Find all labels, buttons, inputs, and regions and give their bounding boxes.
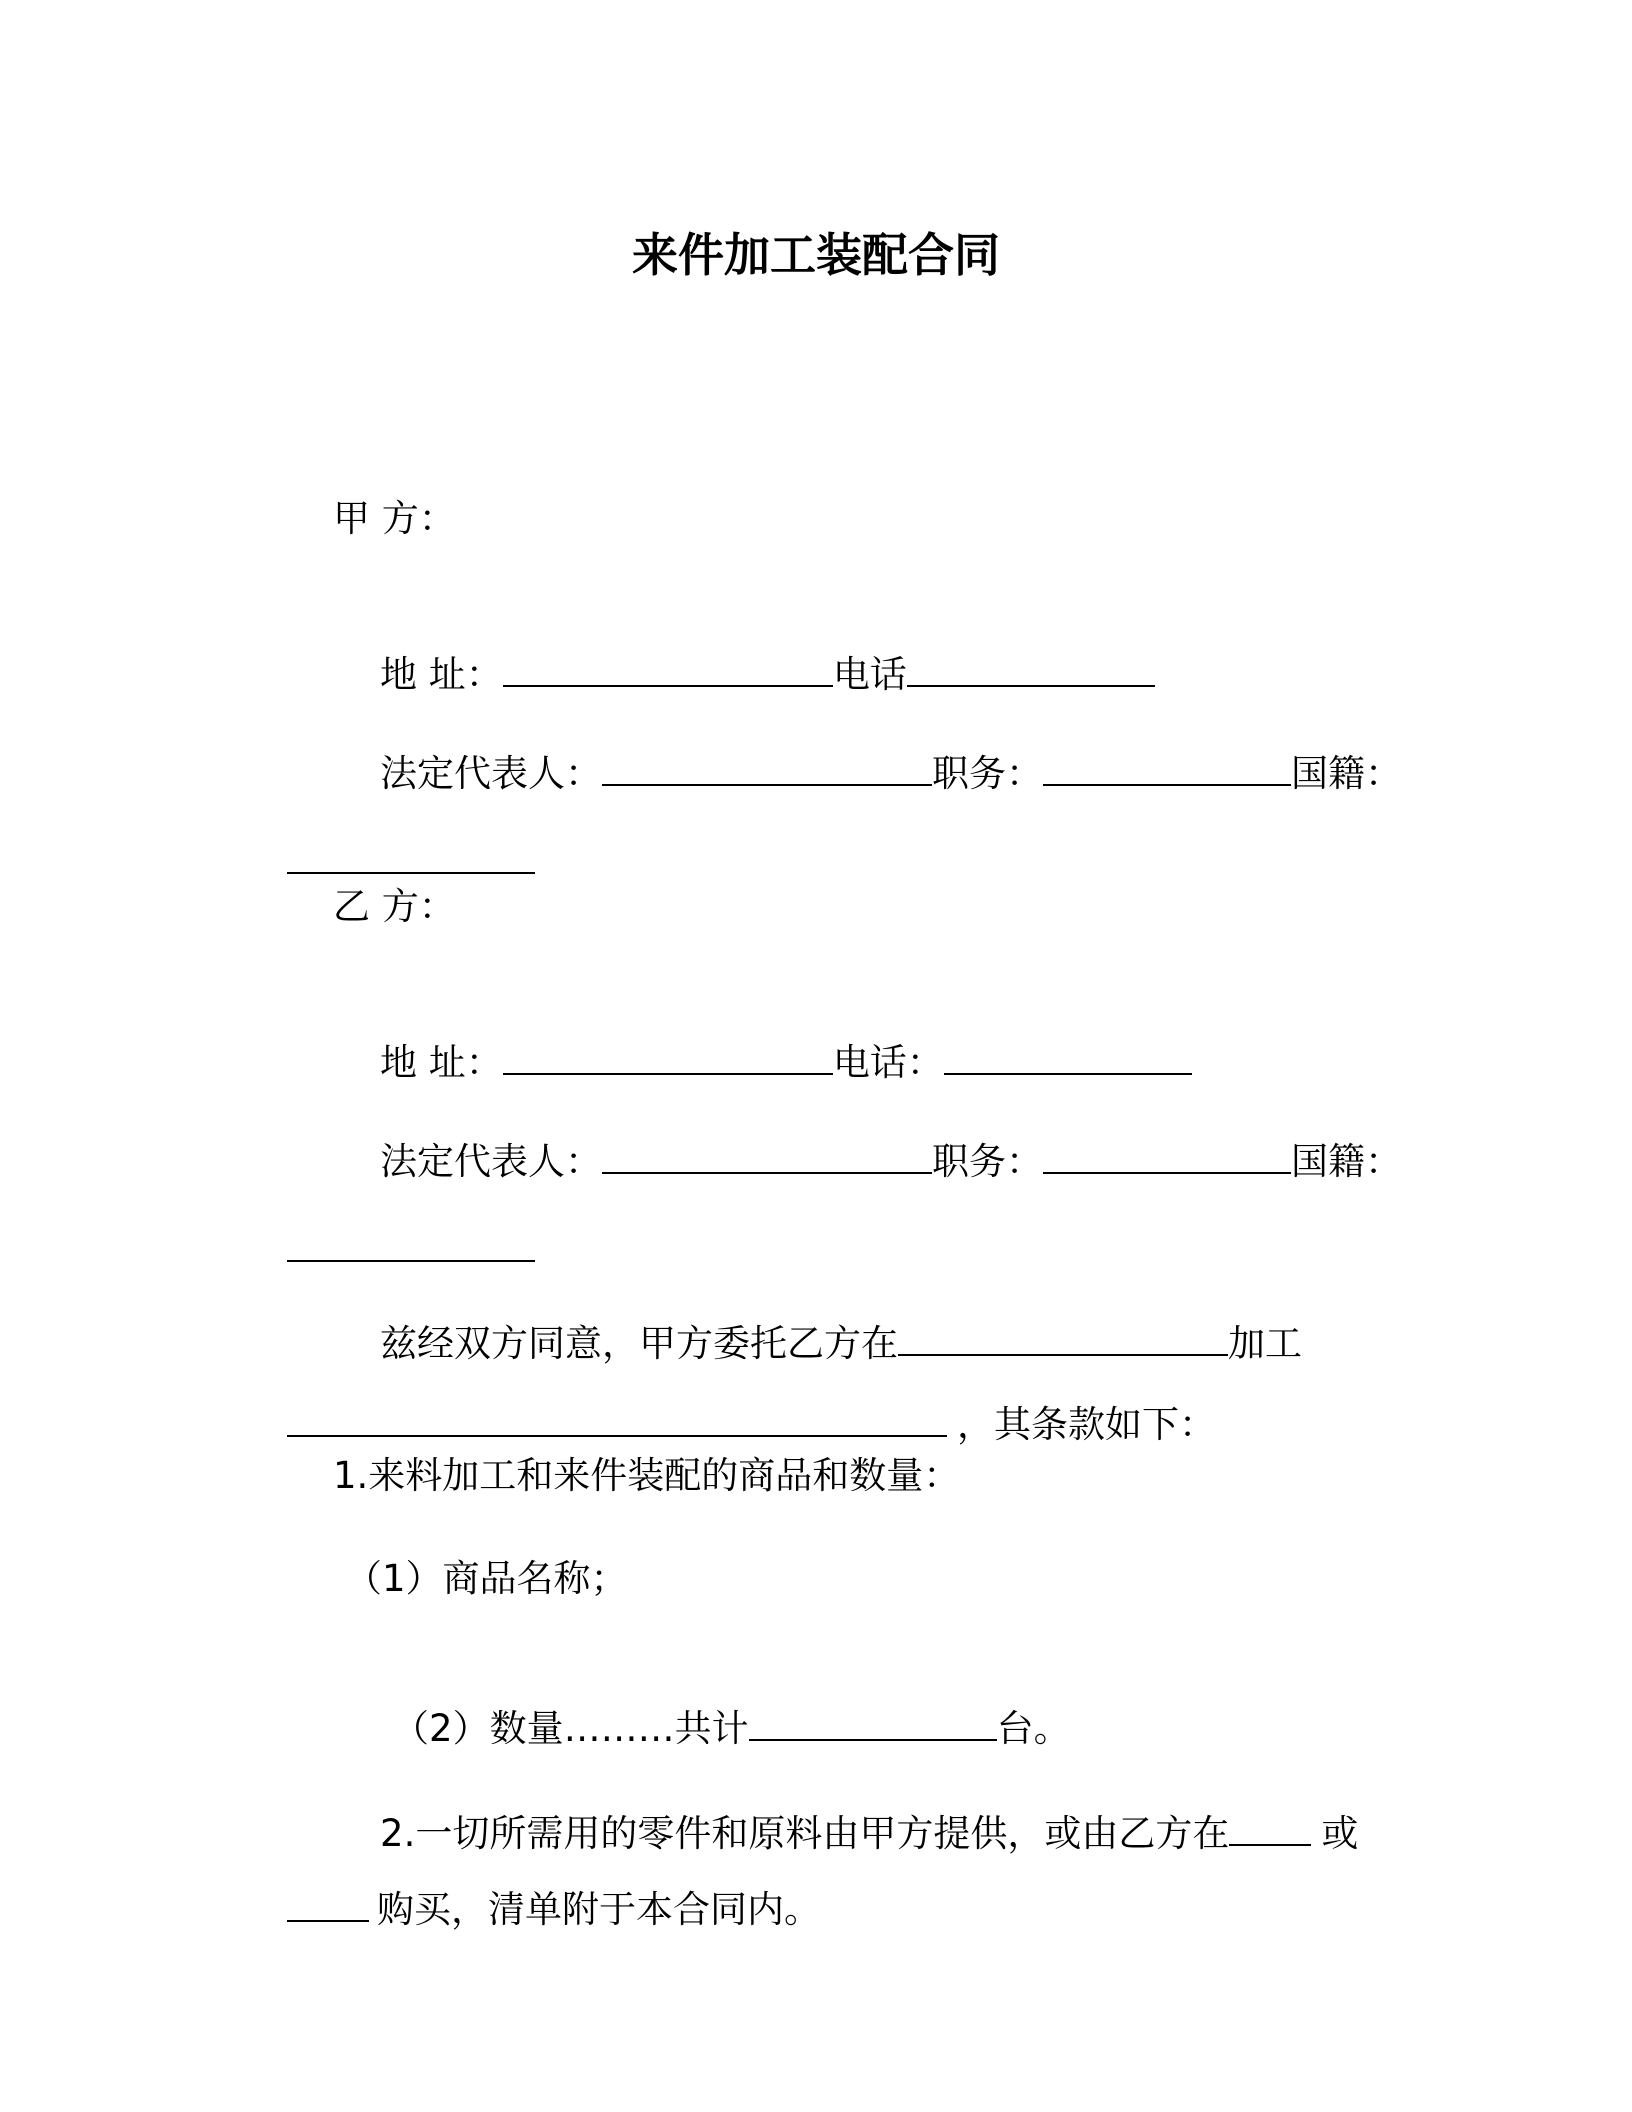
party-a-rep-blank[interactable] xyxy=(602,750,932,786)
clause-1-item-2-suffix: 台。 xyxy=(996,1707,1071,1750)
party-a-position-blank[interactable] xyxy=(1043,750,1291,786)
clause-2-line-2 xyxy=(240,1838,821,1982)
intro-text-1: 兹经双方同意，甲方委托乙方在 xyxy=(380,1322,899,1365)
party-b-address-blank[interactable] xyxy=(503,1039,833,1075)
clause-2-text-1: 2.一切所需用的零件和原料由甲方提供，或由乙方在 xyxy=(380,1812,1230,1855)
clause-1-heading: 1.来料加工和来件装配的商品和数量： xyxy=(333,1454,961,1497)
quantity-blank[interactable] xyxy=(749,1705,997,1741)
party-b-address-label: 地 址： xyxy=(380,1041,503,1084)
party-a-nationality-label: 国籍： xyxy=(1291,752,1403,795)
party-a-address-blank[interactable] xyxy=(503,651,833,687)
party-a-rep-label: 法定代表人： xyxy=(380,752,603,795)
clause-1-item-2-prefix: （2）数量………共计 xyxy=(392,1707,749,1750)
intro-text-2: 加工 xyxy=(1228,1322,1303,1365)
party-b-phone-blank[interactable] xyxy=(944,1039,1192,1075)
intro-location-blank[interactable] xyxy=(898,1320,1228,1356)
clause-1-item-1: （1）商品名称； xyxy=(345,1557,628,1600)
party-b-label: 乙 方： xyxy=(333,885,456,928)
party-b-nationality-label: 国籍： xyxy=(1291,1140,1403,1183)
party-b-phone-label: 电话： xyxy=(832,1041,944,1084)
party-a-nationality-blank[interactable] xyxy=(287,838,535,874)
intro-text-3: ，其条款如下： xyxy=(957,1403,1217,1446)
party-b-position-blank[interactable] xyxy=(1043,1138,1291,1174)
party-b-nationality-blank[interactable] xyxy=(287,1226,535,1262)
party-a-label: 甲 方： xyxy=(333,497,456,540)
party-a-address-label: 地 址： xyxy=(380,653,503,696)
intro-goods-blank[interactable] xyxy=(287,1401,947,1437)
party-b-rep-blank[interactable] xyxy=(602,1138,932,1174)
clause-2-place-blank-1[interactable] xyxy=(1229,1810,1311,1846)
clause-2-text-3: 购买，清单附于本合同内。 xyxy=(377,1888,822,1931)
document-title: 来件加工装配合同 xyxy=(632,228,1000,282)
party-b-rep-label: 法定代表人： xyxy=(380,1140,603,1183)
party-a-phone-label: 电话 xyxy=(832,653,907,696)
clause-2-place-blank-2[interactable] xyxy=(287,1886,369,1922)
party-a-phone-blank[interactable] xyxy=(907,651,1155,687)
clause-2-text-2: 或 xyxy=(1321,1812,1359,1855)
party-b-position-label: 职务： xyxy=(932,1140,1044,1183)
party-a-position-label: 职务： xyxy=(932,752,1044,795)
